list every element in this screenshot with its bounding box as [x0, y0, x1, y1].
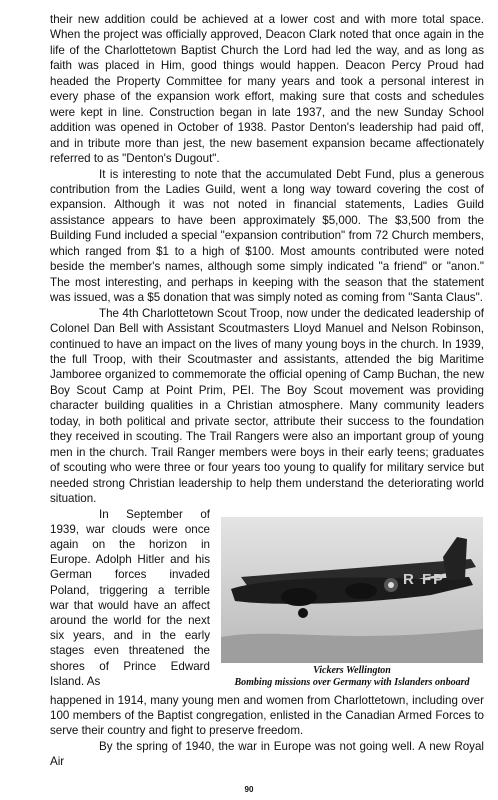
page-number: 90 — [244, 785, 254, 794]
paragraph-war: In September of 1939, war clouds were once again on the horizon in Europe. Adolph Hitler and his German forces invaded Poland, triggering a terrible war that would have an affect around the world for the next six years, and in the early stages even threatened the shores of Prince Edward Island. As — [50, 507, 210, 688]
aircraft-marking: R FP — [403, 570, 446, 588]
paragraph-enlistment: happened in 1914, many young men and women from Charlottetown, including over 100 members of the Baptist congregation, enlisted in the Canadian Armed Forces to serve their country and fight to preserve freedom. — [50, 693, 484, 738]
paragraph-scout-troop: The 4th Charlottetown Scout Troop, now under the dedicated leadership of Colonel Dan Bell with Assistant Scoutmasters Lloyd Manuel and Nelson Robinson, continued to have an impact on the lives of many young boys in the church. In 1939, the full Troop, with their Scoutmaster and assistants, attended the big Maritime Jamboree organized to commemorate the official opening of Camp Buchan, the new Boy Scout Camp at Point Prim, PEI. The Boy Scout movement was providing character building qualities in a Christian atmosphere. Many community leaders today, in both political and private sector, attribute their success to the foundation they received in scouting. The Trail Rangers were also an important group of young men in the church. Trail Ranger members were boys in their early teens; graduates of scouting who were three or four years too young to qualify for military service but needed strong Christian leadership to help them understand the deteriorating world situation. — [50, 306, 484, 506]
paragraph-construction: their new addition could be achieved at a lower cost and with more total space. When the project was officially approved, Deacon Clark noted that once again in the life of the Charlottetown Baptist Church the Lord had led the way, and as long as faith was placed in Him, good things would happen. Deacon Percy Proud had headed the Property Committee for many years and took a personal interest in every phase of the expansion work effort, making sure that costs and schedules were kept in line. Construction began in late 1937, and the new Sunday School addition was opened in October of 1938. Pastor Denton's leadership had paid off, and in tribute more than jest, the new basement expansion became affectionately referred to as "Denton's Dugout". — [50, 13, 484, 166]
caption-text: Bombing missions over Germany with Islanders onboard — [234, 676, 470, 688]
bomber-illustration — [221, 517, 483, 663]
caption-title: Vickers Wellington — [313, 664, 391, 676]
paragraph-debt-fund: It is interesting to note that the accumulated Debt Fund, plus a generous contribution from the Ladies Guild, went a long way toward covering the cost of expansion. Although it was not noted in financial statements, Ladies Guild assistance appears to have been approximately $5,000. The $3,500 from the Building Fund included a special "expansion contribution" from 72 Church members, which ranged from $1 to a high of $100. Most amounts contributed were noted beside the member's names, although some simply indicated "a friend" or "anon." The most interesting, and perhaps in keeping with the season that the statement was issued, was a $5 donation that was simply noted as coming from "Santa Claus". — [50, 167, 484, 305]
photo-wrap-block — [50, 507, 484, 707]
photo-caption — [221, 665, 483, 689]
wellington-bomber-photo — [221, 517, 483, 663]
paragraph-spring-1940: By the spring of 1940, the war in Europe was not going well. A new Royal Air — [50, 739, 484, 769]
